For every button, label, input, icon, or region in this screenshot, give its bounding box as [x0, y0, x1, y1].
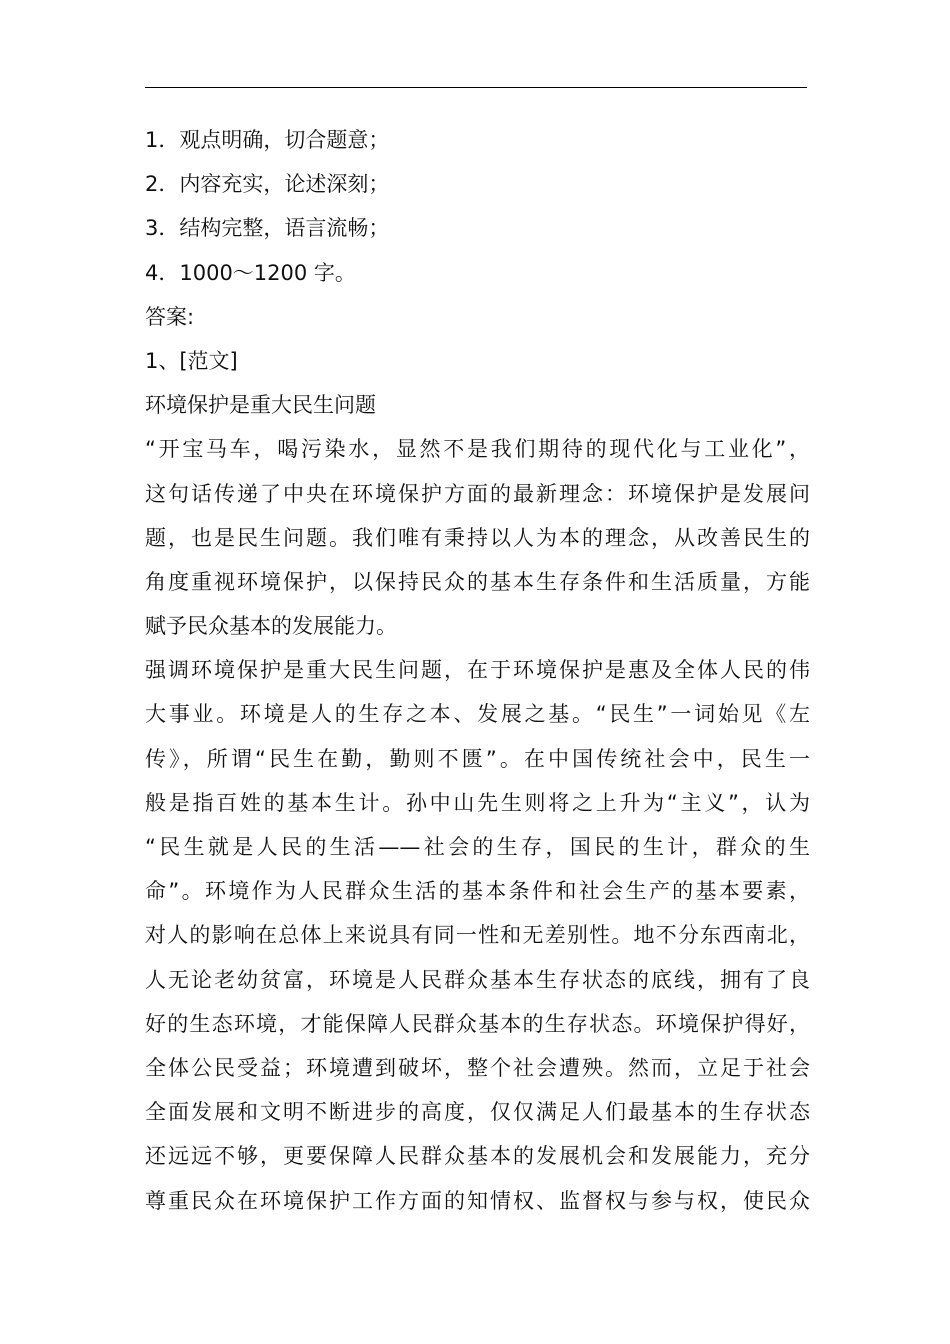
- paragraph-line: 题，也是民生问题。我们唯有秉持以人为本的理念，从改善民生的: [145, 525, 810, 550]
- paragraph-line: 全体公民受益；环境遭到破坏，整个社会遭殃。然而，立足于社会: [145, 1055, 810, 1080]
- paragraph-line: 对人的影响在总体上来说具有同一性和无差别性。地不分东西南北，: [145, 923, 810, 948]
- header-rule: [145, 87, 807, 88]
- paragraph-line: 角度重视环境保护，以保持民众的基本生存条件和生活质量，方能: [145, 569, 810, 594]
- paragraph-line: 这句话传递了中央在环境保护方面的最新理念：环境保护是发展问: [145, 481, 810, 506]
- paragraph-line: 强调环境保护是重大民生问题，在于环境保护是惠及全体人民的伟: [145, 658, 810, 683]
- paragraph-line: 还远远不够，更要保障人民群众基本的发展机会和发展能力，充分: [145, 1144, 810, 1169]
- paragraph-line: “开宝马车，喝污染水，显然不是我们期待的现代化与工业化”，: [145, 437, 810, 462]
- paragraph-line: “民生就是人民的生活——社会的生存，国民的生计，群众的生: [145, 835, 810, 859]
- paragraph-2: [145, 648, 810, 1222]
- requirement-4: 4．1000～1200 字。: [145, 260, 356, 285]
- requirement-1: 1．观点明确，切合题意；: [145, 128, 390, 152]
- requirement-2: 2．内容充实，论述深刻；: [145, 172, 390, 197]
- paragraph-line: 赋予民众基本的发展能力。: [145, 614, 397, 639]
- paragraph-line: 传》，所谓“民生在勤，勤则不匮”。在中国传统社会中，民生一: [145, 746, 810, 771]
- paragraph-line: 全面发展和文明不断进步的高度，仅仅满足人们最基本的生存状态: [145, 1100, 810, 1125]
- paragraph-line: 大事业。环境是人的生存之本、发展之基。“民生”一词始见《左: [145, 702, 810, 727]
- paragraph-line: 般是指百姓的基本生计。孙中山先生则将之上升为“主义”，认为: [145, 790, 810, 815]
- paragraph-line: 命”。环境作为人民群众生活的基本条件和社会生产的基本要素，: [145, 879, 810, 904]
- document-body: [145, 118, 810, 1223]
- essay-title: 环境保护是重大民生问题: [145, 393, 376, 418]
- paragraph-line: 人无论老幼贫富，环境是人民群众基本生存状态的底线，拥有了良: [145, 967, 810, 992]
- requirement-3: 3．结构完整，语言流畅；: [145, 216, 390, 241]
- item-label: 1、[范文]: [145, 348, 238, 373]
- paragraph-line: 好的生态环境，才能保障人民群众基本的生存状态。环境保护得好，: [145, 1011, 810, 1036]
- answer-label: 答案:: [145, 304, 195, 329]
- paragraph-1: [145, 427, 810, 648]
- paragraph-line: 尊重民众在环境保护工作方面的知情权、监督权与参与权，使民众: [145, 1188, 810, 1213]
